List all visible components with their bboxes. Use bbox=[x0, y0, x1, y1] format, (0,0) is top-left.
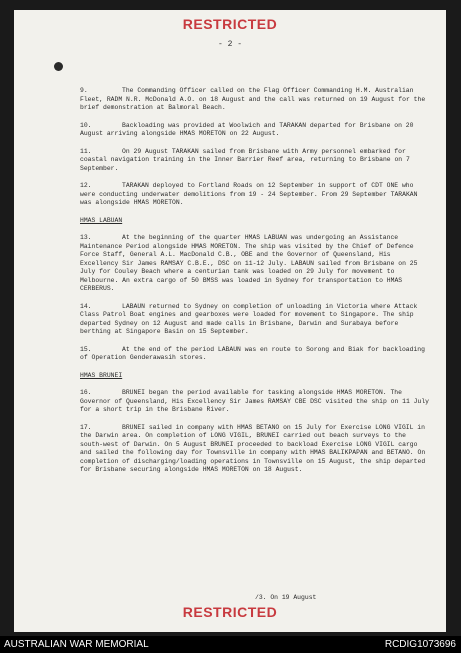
section-heading: HMAS LABUAN bbox=[80, 216, 123, 224]
paragraph-number: 17. bbox=[80, 423, 92, 431]
archive-name: AUSTRALIAN WAR MEMORIAL bbox=[4, 639, 149, 650]
paragraph-text: At the beginning of the quarter HMAS LABUAN was undergoing an Assistance Maintenance Period alongside HMAS MORETON. The ship was visited by the Chief of Defence Force Staff, General A.L. MacDonald C.B., OBE and the Governor of Queensland, His Excellency Sir James RAMSAY C.B.E., DSC on 11-12 July. LABAUN sailed from Brisbane on 25 July for Couley Beach where a centurian tank was loaded on 29 July for movement to Melbourne. An extra cargo of 50 BMSS was loaded in Sydney for transportation to HMAS CERBERUS. bbox=[80, 234, 418, 292]
document-page bbox=[14, 10, 446, 632]
paragraph bbox=[80, 389, 430, 415]
paragraph bbox=[80, 303, 430, 337]
paragraph bbox=[80, 346, 430, 363]
classification-stamp-top: RESTRICTED bbox=[182, 16, 278, 32]
paragraph-number: 13. bbox=[80, 234, 92, 241]
classification-stamp-bottom: RESTRICTED bbox=[182, 604, 278, 620]
paragraph bbox=[80, 87, 430, 113]
paragraph-text: On 29 August TARAKAN sailed from Brisbane with Army personnel embarked for coastal navigation training in the Inner Barrier Reef area, returning to Brisbane on 7 September. bbox=[80, 147, 410, 172]
paragraph bbox=[80, 424, 430, 475]
continuation-reference: /3. On 19 August bbox=[255, 594, 317, 601]
paragraph-text: Backloading was provided at Woolwich and TARAKAN departed for Brisbane on 20 August arriving alongside HMAS MORETON on 22 August. bbox=[80, 121, 414, 137]
paragraph bbox=[80, 148, 430, 174]
paragraph-number: 9. bbox=[80, 87, 88, 94]
paragraph bbox=[80, 182, 430, 208]
paragraph-text: LABAUN returned to Sydney on completion of unloading in Victoria where Attack Class Patrol Boat engines and gearboxes were loaded for movement to Singapore. The ship departed Sydney on 12 August and made calls in Brisbane, Darwin and Surabaya before berthing at Singapore Basin on 15 September. bbox=[80, 302, 418, 335]
paragraph-number: 15. bbox=[80, 345, 92, 353]
paragraph-number: 10. bbox=[80, 121, 92, 129]
page-number: - 2 - bbox=[217, 40, 242, 49]
paragraph-number: 16. bbox=[80, 389, 92, 396]
paragraph bbox=[80, 122, 430, 139]
document-body bbox=[80, 87, 430, 484]
paragraph-text: BRUNEI sailed in company with HMAS BETANO on 15 July for Exercise LONG VIGIL in the Darwin area. On completion of LONG VIGIL, BRUNEI carried out beach surveys to the south-west of Darwin. On 5 August BRUNEI proceeded to backload Exercise LONG VIGIL cargo and sailed the following day for Townsville in company with HMAS BALIKPAPAN and BETANO. On completion of discharging/loading operations in Townsville on 15 August, the ship departed for Brisbane securing alongside HMAS MORETON on 18 August. bbox=[80, 423, 426, 473]
punch-hole-icon bbox=[54, 62, 63, 71]
paragraph-number: 14. bbox=[80, 302, 92, 310]
paragraph-number: 12. bbox=[80, 182, 92, 189]
paragraph-number: 11. bbox=[80, 147, 92, 155]
paragraph-text: At the end of the period LABAUN was en route to Sorong and Biak for backloading of Operation Genderawasih stores. bbox=[80, 345, 425, 361]
section-heading: HMAS BRUNEI bbox=[80, 371, 123, 379]
paragraph-text: TARAKAN deployed to Fortland Roads on 12 September in support of CDT ONE who were conducting underwater demolitions from 19 - 24 September. From 29 September TARAKAN was alongside HMAS MORETON. bbox=[80, 182, 418, 206]
archive-record-id: RCDIG1073696 bbox=[384, 639, 456, 650]
paragraph-text: The Commanding Officer called on the Flag Officer Commanding H.M. Australian Fleet, RADM N.R. McDonald A.O. on 18 August and the call was returned on 19 August for the brief demonstration at Balmoral Beach. bbox=[80, 87, 426, 111]
paragraph bbox=[80, 234, 430, 294]
paragraph-text: BRUNEI began the period available for tasking alongside HMAS MORETON. The Governor of Queensland, His Excellency Sir James RAMSAY CBE DSC visited the ship on 11 July for a short trip in the Brisbane River. bbox=[80, 389, 429, 413]
archive-footer bbox=[0, 636, 461, 653]
